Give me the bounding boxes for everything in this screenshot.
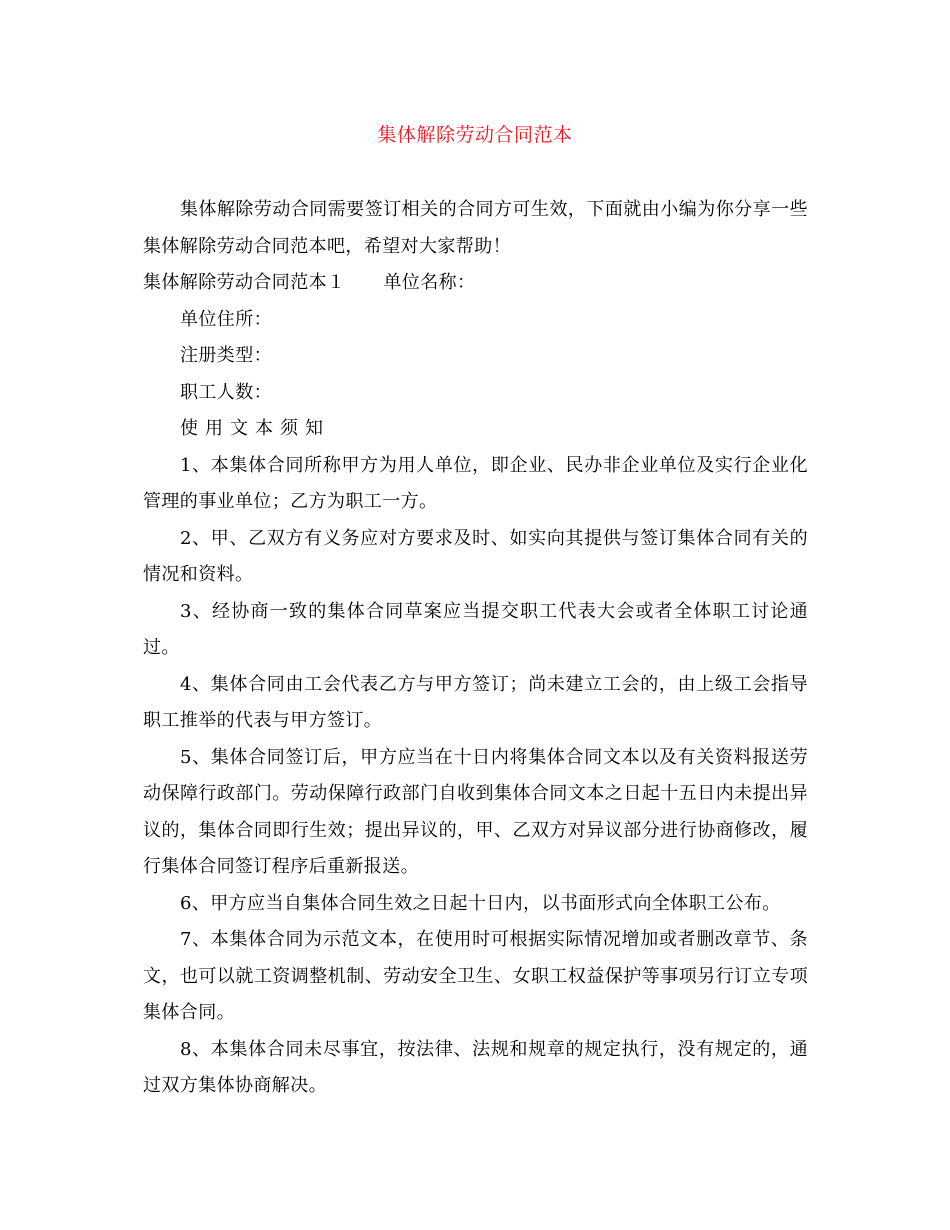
unit-address-label: 单位住所：: [180, 308, 272, 330]
notice-item-8: 8、本集体合同未尽事宜，按法律、法规和规章的规定执行，没有规定的，通过双方集体协商解决。: [143, 1038, 808, 1096]
notice-item-7: 7、本集体合同为示范文本，在使用时可根据实际情况增加或者删改章节、条文，也可以就工资调整机制、劳动安全卫生、女职工权益保护等事项另行订立专项集体合同。: [143, 929, 808, 1023]
notice-item-6: 6、甲方应当自集体合同生效之日起十日内，以书面形式向全体职工公布。: [180, 892, 781, 914]
notice-item-5: 5、集体合同签订后，甲方应当在十日内将集体合同文本以及有关资料报送劳动保障行政部门。劳动保障行政部门自收到集体合同文本之日起十五日内未提出异议的，集体合同即行生效；提出异议的，甲、乙双方对异议部分进行协商修改，履行集体合同签订程序后重新报送。: [143, 746, 808, 877]
notice-item-1: 1、本集体合同所称甲方为用人单位，即企业、民办非企业单位及实行企业化管理的事业单位；乙方为职工一方。: [143, 454, 808, 512]
registration-type-label: 注册类型：: [180, 345, 272, 366]
intro-paragraph: 集体解除劳动合同需要签订相关的合同方可生效，下面就由小编为你分享一些集体解除劳动合同范本吧，希望对大家帮助！: [143, 199, 808, 257]
notice-item-3: 3、经协商一致的集体合同草案应当提交职工代表大会或者全体职工讨论通过。: [143, 600, 808, 658]
notice-item-4: 4、集体合同由工会代表乙方与甲方签订；尚未建立工会的，由上级工会指导职工推举的代表与甲方签订。: [143, 673, 808, 731]
employee-count-label: 职工人数：: [180, 381, 272, 403]
document-title: 集体解除劳动合同范本: [377, 124, 573, 146]
sample-heading: 集体解除劳动合同范本１: [143, 272, 346, 293]
notice-item-2: 2、甲、乙双方有义务应对方要求及时、如实向其提供与签订集体合同有关的情况和资料。: [143, 527, 808, 585]
sample-heading-row: [143, 265, 808, 302]
unit-name-label: 单位名称：: [383, 272, 476, 293]
notice-heading: 使用文本须知: [180, 418, 330, 439]
document-body: [143, 192, 808, 1105]
